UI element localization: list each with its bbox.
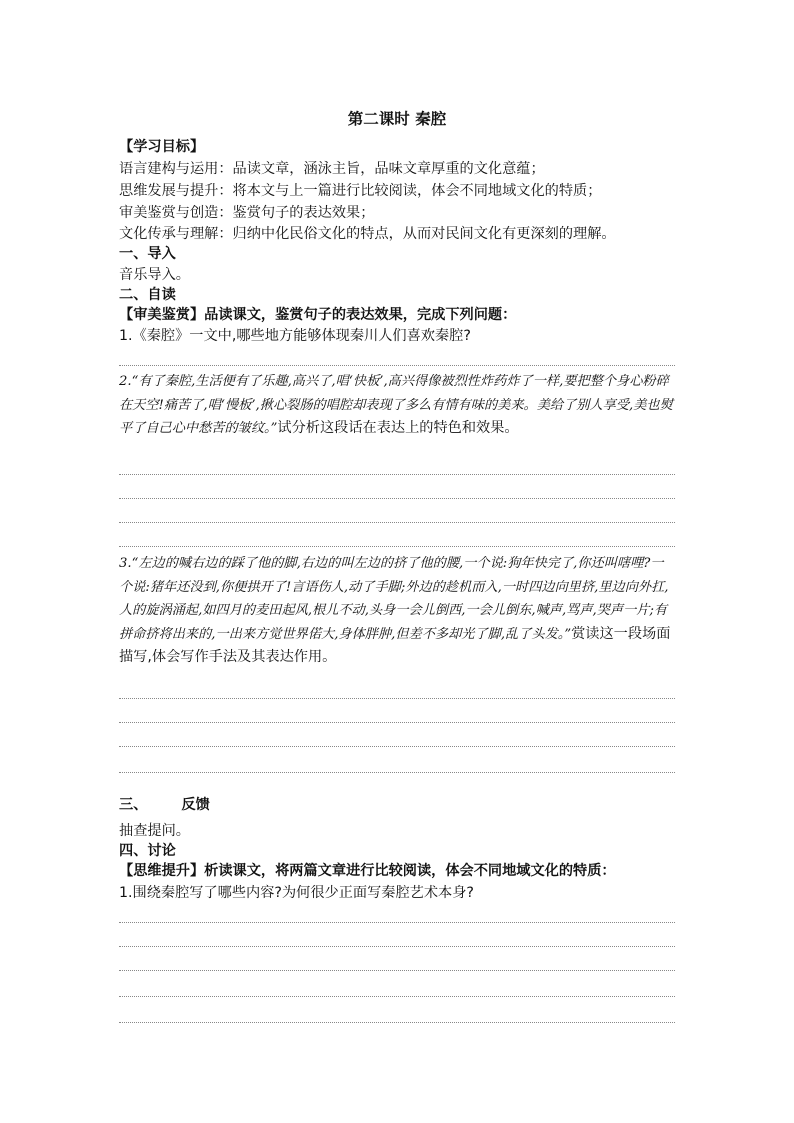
task-tag: 【思维提升】 — [119, 863, 205, 879]
objective-item: 思维发展与提升：将本文与上一篇进行比较阅读，体会不同地域文化的特质； — [119, 183, 602, 199]
objectives-header: 【学习目标】 — [119, 139, 205, 155]
answer-line — [119, 474, 675, 475]
section-3-title: 反馈 — [181, 797, 210, 813]
question-3-prompt: 赏读这一段场面描写,体会写作手法及其表达作用。 — [119, 625, 671, 665]
page-title: 第二课时 秦腔 — [347, 110, 447, 128]
section-heading-discussion: 四、讨论 — [119, 843, 176, 859]
section-heading-intro: 一、导入 — [119, 246, 176, 262]
objective-item: 审美鉴赏与创造：鉴赏句子的表达效果； — [119, 205, 375, 221]
answer-line — [119, 772, 675, 773]
question-2-prompt: 试分析这段话在表达上的特色和效果。 — [277, 420, 519, 436]
answer-line — [119, 746, 675, 747]
answer-line — [119, 522, 675, 523]
answer-line — [119, 970, 675, 971]
section-body-feedback: 抽查提问。 — [119, 823, 190, 839]
section-heading-feedback — [119, 796, 210, 814]
answer-line — [119, 546, 675, 547]
question-2 — [119, 370, 675, 441]
section-heading-self-reading: 二、自读 — [119, 287, 176, 303]
question-3 — [119, 552, 675, 670]
task-text: 品读课文，鉴赏句子的表达效果，完成下列问题： — [204, 307, 517, 323]
discussion-question-1: 1.围绕秦腔写了哪些内容?为何很少正面写秦腔艺术本身? — [119, 885, 474, 901]
task-tag: 【审美鉴赏】 — [119, 307, 205, 323]
section-3-number: 三、 — [119, 797, 148, 813]
question-2-quote: 2.“有了秦腔,生活便有了乐趣,高兴了,唱‘快板’,高兴得像被烈性炸药炸了一样,要把整个身心粉碎在天空!痛苦了,唱‘慢板’,揪心裂肠的唱腔却表现了多么有情有味的美来。美给了别人享受,美也熨平了自己心中愁苦的皱纹。” — [119, 374, 673, 436]
task-line — [119, 306, 516, 324]
answer-line — [119, 922, 675, 923]
task-line — [119, 862, 616, 880]
answer-line — [119, 946, 675, 947]
question-1: 1.《秦腔》一文中,哪些地方能够体现秦川人们喜欢秦腔? — [119, 328, 471, 344]
section-body-intro: 音乐导入。 — [119, 267, 190, 283]
answer-line — [119, 498, 675, 499]
answer-line — [119, 996, 675, 997]
question-3-quote: 3.“左边的喊右边的踩了他的脚,右边的叫左边的挤了他的腰,一个说:狗年快完了,你还叫嗐哩?一个说:猪年还没到,你便拱开了!言语伤人,动了手脚;外边的趁机而入,一时四边向里挤,里边向外扛,人的旋涡涌起,如四月的麦田起风,根儿不动,头身一会儿倒西,一会儿倒东,喊声,骂声,哭声一片;有拼命挤将出来的,一出来方觉世界偌大,身体胖肿,但差不多却光了脚,乱了头发。” — [119, 556, 669, 642]
answer-line — [119, 1022, 675, 1023]
answer-line — [119, 722, 675, 723]
answer-line — [119, 698, 675, 699]
task-text: 析读课文，将两篇文章进行比较阅读，体会不同地域文化的特质： — [204, 863, 616, 879]
answer-line — [119, 365, 675, 366]
objective-item: 语言建构与运用：品读文章，涵泳主旨，品味文章厚重的文化意蕴； — [119, 161, 545, 177]
objective-item: 文化传承与理解：归纳中化民俗文化的特点，从而对民间文化有更深刻的理解。 — [119, 226, 616, 242]
